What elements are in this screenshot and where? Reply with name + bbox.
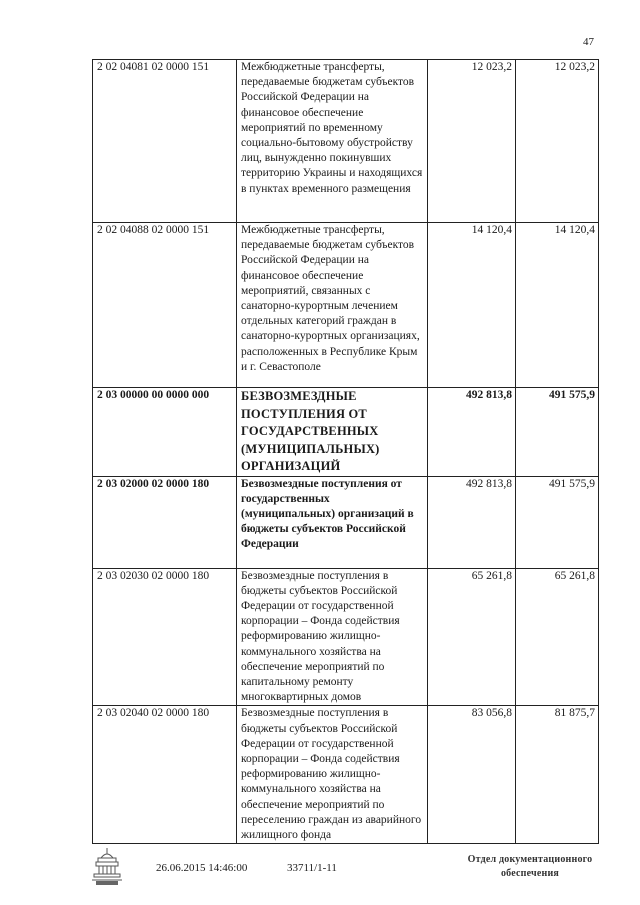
row-value-1: 492 813,8 [428, 476, 516, 568]
footer-department-stamp [430, 853, 630, 881]
row-value-1: 65 261,8 [428, 568, 516, 706]
page-number: 47 [583, 36, 594, 48]
row-value-1: 492 813,8 [428, 388, 516, 477]
table-row [93, 223, 599, 388]
row-name: Межбюджетные трансферты, передаваемые бюджетам субъектов Российской Федерации на финансовое обеспечение мероприятий по временному социально-бытовому обустройству лиц, вынужденно покинувших территорию Украины и находящихся в пунктах временного размещения [237, 60, 428, 223]
row-name: Безвозмездные поступления в бюджеты субъектов Российской Федерации от государственной корпорации – Фонда содействия реформированию жилищно-коммунального хозяйства на обеспечение мероприятий по капитальному ремонту многоквартирных домов [237, 568, 428, 706]
table-row [93, 60, 599, 223]
row-name: Межбюджетные трансферты, передаваемые бюджетам субъектов Российской Федерации на финансовое обеспечение мероприятий, связанных с санаторно-курортным лечением отдельных категорий граждан в санаторно-курортных организациях, расположенных в Республике Крым и г. Севастополе [237, 223, 428, 388]
row-value-1: 14 120,4 [428, 223, 516, 388]
row-code: 2 03 02030 02 0000 180 [93, 568, 237, 706]
row-value-2: 491 575,9 [516, 476, 599, 568]
row-value-2: 81 875,7 [516, 706, 599, 844]
row-code: 2 02 04081 02 0000 151 [93, 60, 237, 223]
footer-datetime: 26.06.2015 14:46:00 [156, 862, 248, 874]
table-row [93, 568, 599, 706]
row-value-2: 14 120,4 [516, 223, 599, 388]
duma-seal-logo [90, 846, 124, 886]
row-value-1: 83 056,8 [428, 706, 516, 844]
row-code: 2 03 02000 02 0000 180 [93, 476, 237, 568]
row-value-2: 12 023,2 [516, 60, 599, 223]
row-value-1: 12 023,2 [428, 60, 516, 223]
table-row [93, 388, 599, 477]
row-code: 2 02 04088 02 0000 151 [93, 223, 237, 388]
table-row [93, 706, 599, 844]
footer-registration-number: 33711/1-11 [287, 862, 337, 874]
budget-table [92, 59, 599, 844]
row-name: Безвозмездные поступления в бюджеты субъектов Российской Федерации от государственной корпорации – Фонда содействия реформированию жилищно-коммунального хозяйства на обеспечение мероприятий по переселению граждан из аварийного жилищного фонда [237, 706, 428, 844]
row-code: 2 03 02040 02 0000 180 [93, 706, 237, 844]
row-name: Безвозмездные поступления от государственных (муниципальных) организаций в бюджеты субъектов Российской Федерации [237, 476, 428, 568]
row-name: БЕЗВОЗМЕЗДНЫЕ ПОСТУПЛЕНИЯ ОТ ГОСУДАРСТВЕННЫХ (МУНИЦИПАЛЬНЫХ) ОРГАНИЗАЦИЙ [237, 388, 428, 477]
row-code: 2 03 00000 00 0000 000 [93, 388, 237, 477]
row-value-2: 65 261,8 [516, 568, 599, 706]
row-value-2: 491 575,9 [516, 388, 599, 477]
table-row [93, 476, 599, 568]
department-line-1: Отдел документационного [467, 854, 593, 865]
department-line-2: обеспечения [500, 868, 560, 879]
